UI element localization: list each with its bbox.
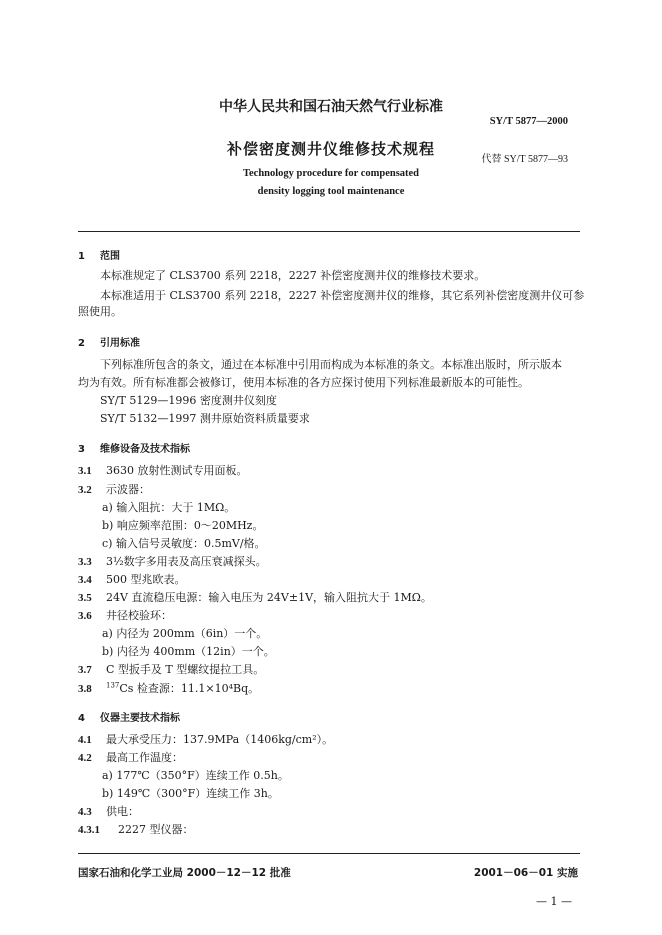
section-number: 1 <box>78 251 85 262</box>
clause-text: 示波器： <box>106 483 150 496</box>
clause-number: 3.4 <box>78 574 92 586</box>
clause-text: 最大承受压力：137.9MPa（1406kg/cm²）。 <box>106 733 334 746</box>
org-title: 中华人民共和国石油天然气行业标准 <box>219 99 443 115</box>
clause-text: 500 型兆欧表。 <box>106 573 186 586</box>
clause-text: C 型扳手及 T 型螺纹提拉工具。 <box>106 663 265 676</box>
section-title: 仪器主要技术指标 <box>100 713 180 724</box>
clause-text: 最高工作温度： <box>106 751 183 764</box>
section-title: 引用标准 <box>100 338 140 349</box>
reference-item: SY/T 5129—1996 密度测井仪刻度 <box>100 394 277 407</box>
section-number: 2 <box>78 338 85 349</box>
clause-3-1 <box>78 463 248 479</box>
clause-4-3 <box>78 804 139 820</box>
clause-number: 3.7 <box>78 664 92 676</box>
page-number: — 1 — <box>536 895 572 908</box>
clause-number: 3.5 <box>78 592 92 604</box>
list-item: a) 177℃（350°F）连续工作 0.5h。 <box>102 769 289 782</box>
section-2-heading <box>78 334 140 349</box>
approval-date: 国家石油和化学工业局 2000－12－12 批准 <box>78 867 291 879</box>
footer-divider <box>78 853 580 854</box>
list-item: b) 内径为 400mm（12in）一个。 <box>102 645 275 658</box>
clause-4-3-1 <box>78 822 194 838</box>
list-item: c) 输入信号灵敏度：0.5mV/格。 <box>102 537 266 550</box>
paragraph: 本标准适用于 CLS3700 系列 2218，2227 补偿密度测井仪的维修，其它系列补偿密度测井仪可参 <box>100 289 585 302</box>
clause-number: 4.2 <box>78 752 92 764</box>
clause-number: 3.2 <box>78 484 92 496</box>
clause-3-6 <box>78 608 172 624</box>
section-4-heading <box>78 709 180 724</box>
clause-text: 3½数字多用表及高压衰减探头。 <box>106 555 267 568</box>
clause-4-2 <box>78 750 183 766</box>
clause-text: 2227 型仪器： <box>118 823 194 836</box>
clause-3-8 <box>78 681 259 697</box>
paragraph: 均为有效。所有标准都会被修订，使用本标准的各方应探讨使用下列标准最新版本的可能性。 <box>78 376 529 389</box>
clause-number: 3.3 <box>78 556 92 568</box>
clause-text: 3630 放射性测试专用面板。 <box>106 464 248 477</box>
replaces-standard: 代替 SY/T 5877—93 <box>481 154 568 165</box>
clause-3-2 <box>78 482 150 498</box>
clause-number: 4.1 <box>78 734 92 746</box>
english-title-line-1: Technology procedure for compensated <box>242 168 420 179</box>
document-title: 补偿密度测井仪维修技术规程 <box>226 140 435 158</box>
section-1-heading <box>78 247 120 262</box>
english-title-line-2: density logging tool maintenance <box>257 186 405 197</box>
clause-text: 24V 直流稳压电源：输入电压为 24V±1V，输入阻抗大于 1MΩ。 <box>106 591 432 604</box>
paragraph: 本标准规定了 CLS3700 系列 2218，2227 补偿密度测井仪的维修技术要求。 <box>100 269 486 282</box>
clause-3-7 <box>78 662 264 678</box>
section-number: 4 <box>78 713 85 724</box>
section-number: 3 <box>78 444 85 455</box>
clause-number: 4.3 <box>78 806 92 818</box>
paragraph: 照使用。 <box>78 305 122 318</box>
clause-text: Cs 检查源：11.1×10⁴Bq。 <box>119 682 260 695</box>
clause-number: 3.8 <box>78 683 92 695</box>
list-item: b) 响应频率范围：0～20MHz。 <box>102 519 264 532</box>
paragraph: 下列标准所包含的条文，通过在本标准中引用而构成为本标准的条文。本标准出版时，所示版本 <box>100 358 562 371</box>
section-title: 范围 <box>100 251 120 262</box>
isotope-superscript: 137 <box>106 681 120 690</box>
clause-text: 井径校验环： <box>106 609 172 622</box>
standard-number: SY/T 5877—2000 <box>489 116 568 127</box>
effective-date: 2001－06－01 实施 <box>473 867 578 879</box>
clause-text: 供电： <box>106 805 139 818</box>
list-item: a) 内径为 200mm（6in）一个。 <box>102 627 268 640</box>
clause-3-4 <box>78 572 186 588</box>
reference-item: SY/T 5132—1997 测井原始资料质量要求 <box>100 412 310 425</box>
list-item: b) 149℃（300°F）连续工作 3h。 <box>102 787 279 800</box>
list-item: a) 输入阻抗：大于 1MΩ。 <box>102 501 236 514</box>
clause-4-1 <box>78 732 333 748</box>
clause-number: 3.6 <box>78 610 92 622</box>
clause-number: 3.1 <box>78 465 92 477</box>
clause-number: 4.3.1 <box>78 824 100 836</box>
clause-3-3 <box>78 554 267 570</box>
section-3-heading <box>78 440 190 455</box>
section-title: 维修设备及技术指标 <box>100 444 190 455</box>
header-divider <box>78 231 580 232</box>
clause-3-5 <box>78 590 432 606</box>
